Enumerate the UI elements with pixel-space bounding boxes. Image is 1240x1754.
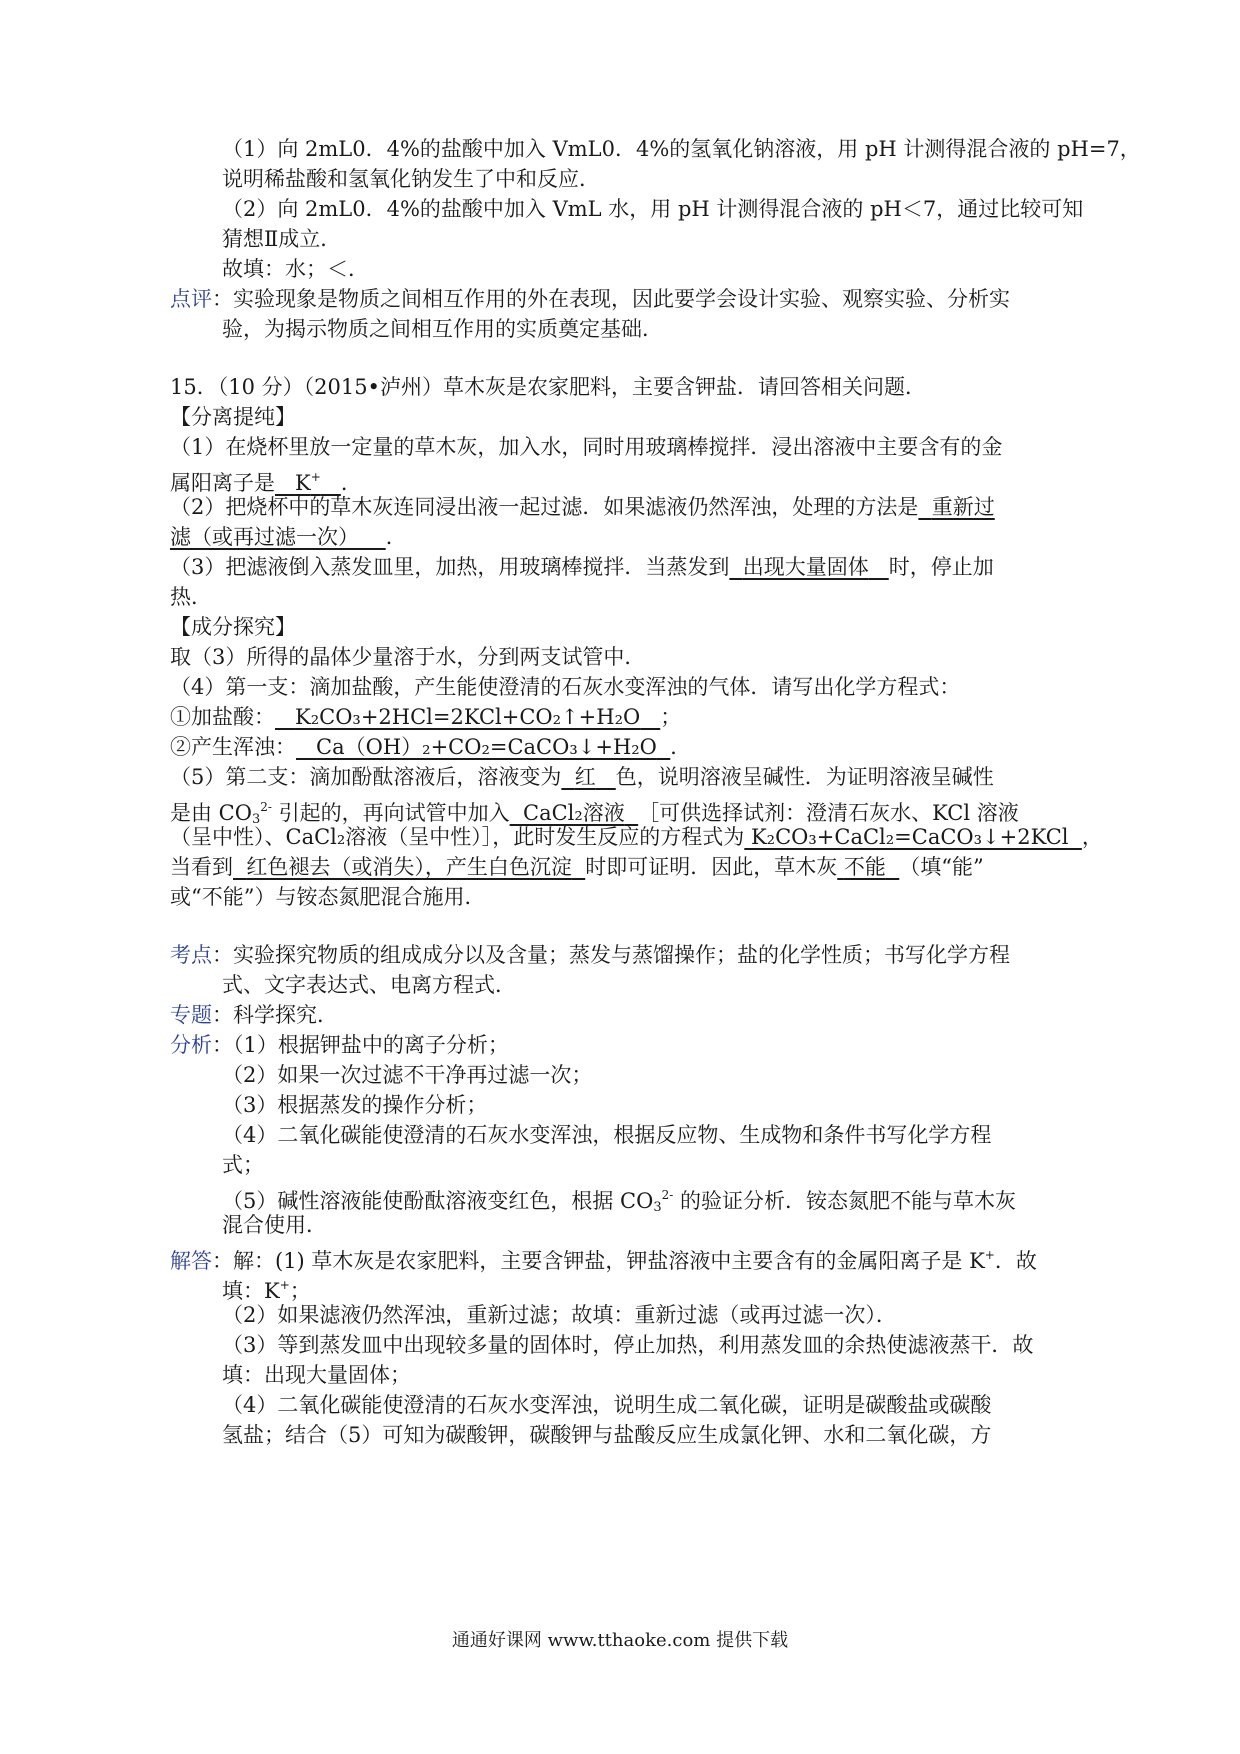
- jieda-line-6: （4）二氧化碳能使澄清的石灰水变浑浊，说明生成二氧化碳，证明是碳酸盐或碳酸: [222, 1393, 992, 1417]
- fenxi-line-1: 分析：（1）根据钾盐中的离子分析；: [170, 1033, 509, 1057]
- q-part1-line-b: 属阳离子是 K+ ．: [170, 470, 362, 495]
- fenxi-line-3: （3）根据蒸发的操作分析；: [222, 1093, 488, 1117]
- section-separation: 【分离提纯】: [170, 405, 296, 429]
- answer-blank: Ca（OH）₂+CO₂=CaCO₃↓+H₂O: [316, 735, 657, 759]
- question-header: 15．（10 分）（2015•泸州）草木灰是农家肥料，主要含钾盐．请回答相关问题．: [170, 375, 926, 399]
- answer-blank: 不能: [843, 855, 886, 879]
- answer-blank: K₂CO₃+2HCl=2KCl+CO₂↑+H₂O: [295, 705, 641, 729]
- q-part5-line-d: 当看到 红色褪去（或消失），产生白色沉淀 时即可证明．因此，草木灰 不能 （填“能”: [170, 855, 984, 879]
- kaodian-line-2: 式、文字表达式、电离方程式．: [222, 973, 516, 997]
- fenxi-label: 分析: [170, 1033, 212, 1057]
- q-part4-line: （4）第一支：滴加盐酸，产生能使澄清的石灰水变浑浊的气体．请写出化学方程式：: [170, 675, 961, 699]
- fenxi-line-5: 式；: [222, 1153, 264, 1177]
- zhuanti-line: 专题：科学探究．: [170, 1003, 338, 1027]
- answer-blank: 滤（或再过滤一次）: [170, 525, 359, 549]
- q-part5-line-a: （5）第二支：滴加酚酞溶液后，溶液变为 红 色，说明溶液呈碱性．为证明溶液呈碱性: [170, 765, 994, 789]
- comment-line-1: 点评：实验现象是物质之间相互作用的外在表现，因此要学会设计实验、观察实验、分析实: [170, 287, 1010, 311]
- fenxi-line-7: 混合使用．: [222, 1213, 327, 1237]
- answer-blank: 重新过: [931, 495, 995, 519]
- jieda-line-7: 氢盐；结合（5）可知为碳酸钾，碳酸钾与盐酸反应生成氯化钾、水和二氧化碳，方: [222, 1423, 992, 1447]
- answer-blank: 出现大量固体: [742, 555, 869, 579]
- q-part2-line-b: 滤（或再过滤一次） ．: [170, 525, 407, 549]
- q-part5-line-c: （呈中性）、CaCl₂溶液（呈中性）］，此时发生反应的方程式为 K₂CO₃+CaCl₂=CaCO₃↓+2KCl ，: [170, 825, 1103, 849]
- answer-blank: K+: [295, 470, 321, 495]
- comment-line-2: 验，为揭示物质之间相互作用的实质奠定基础．: [222, 317, 663, 341]
- jieda-line-3: （2）如果滤液仍然浑浊，重新过滤；故填：重新过滤（或再过滤一次）．: [222, 1303, 897, 1327]
- prev-line-2: 说明稀盐酸和氢氧化钠发生了中和反应．: [222, 167, 600, 191]
- answer-blank: 红: [574, 765, 596, 789]
- q-equation-2: ②产生浑浊： Ca（OH）₂+CO₂=CaCO₃↓+H₂O ．: [170, 735, 692, 759]
- jieda-line-2: 填：K+；: [222, 1278, 311, 1303]
- kaodian-line-1: 考点：实验探究物质的组成成分以及含量；蒸发与蒸馏操作；盐的化学性质；书写化学方程: [170, 943, 1010, 967]
- jieda-line-1: 解答：解：(1) 草木灰是农家肥料，主要含钾盐，钾盐溶液中主要含有的金属阳离子是 K+．故: [170, 1248, 1037, 1273]
- fenxi-line-4: （4）二氧化碳能使澄清的石灰水变浑浊，根据反应物、生成物和条件书写化学方程: [222, 1123, 992, 1147]
- comment-label: 点评: [170, 287, 212, 311]
- answer-blank: K₂CO₃+CaCl₂=CaCO₃↓+2KCl: [750, 825, 1069, 849]
- q-part1-line-a: （1）在烧杯里放一定量的草木灰，加入水，同时用玻璃棒搅拌．浸出溶液中主要含有的金: [170, 435, 1003, 459]
- fenxi-line-6: （5）碱性溶液能使酚酞溶液变红色，根据 $CO_3^{2-}$ 的验证分析．铵态氮肥不能与草木灰: [222, 1188, 1016, 1215]
- q-part5-line-e: 或“不能”）与铵态氮肥混合施用．: [170, 885, 486, 909]
- prev-line-1: （1）向 2mL0．4%的盐酸中加入 VmL0．4%的氢氧化钠溶液，用 pH 计测得混合液的 pH=7，: [222, 137, 1141, 161]
- answer-blank: 红色褪去（或消失），产生白色沉淀: [246, 855, 572, 879]
- fenxi-line-2: （2）如果一次过滤不干净再过滤一次；: [222, 1063, 593, 1087]
- zhuanti-label: 专题: [170, 1003, 212, 1027]
- q-part3-line-b: 热．: [170, 585, 212, 609]
- prev-line-5: 故填：水；＜．: [222, 257, 369, 281]
- q-part3-line-a: （3）把滤液倒入蒸发皿里，加热，用玻璃棒搅拌．当蒸发到 出现大量固体 时，停止加: [170, 555, 994, 579]
- kaodian-label: 考点: [170, 943, 212, 967]
- q-part5-line-b: 是由 $CO_3^{2-}$ 引起的，再向试管中加入 CaCl₂溶液 ［可供选择试剂：澄清石灰水、KCl 溶液: [170, 800, 1019, 827]
- prev-line-4: 猜想Ⅱ成立．: [222, 227, 342, 251]
- jieda-line-5: 填：出现大量固体；: [222, 1363, 411, 1387]
- prev-line-3: （2）向 2mL0．4%的盐酸中加入 VmL 水，用 pH 计测得混合液的 pH＜7，通过比较可知: [222, 197, 1084, 221]
- jieda-line-4: （3）等到蒸发皿中出现较多量的固体时，停止加热，利用蒸发皿的余热使滤液蒸干．故: [222, 1333, 1034, 1357]
- q-equation-1: ①加盐酸： K₂CO₃+2HCl=2KCl+CO₂↑+H₂O ；: [170, 705, 682, 729]
- page-footer: 通通好课网 www.tthaoke.com 提供下载: [451, 1630, 789, 1651]
- q-part2-line-a: （2）把烧杯中的草木灰连同浸出液一起过滤．如果滤液仍然浑浊，处理的方法是 重新过: [170, 495, 995, 519]
- section-composition: 【成分探究】: [170, 615, 296, 639]
- q-take-line: 取（3）所得的晶体少量溶于水，分到两支试管中．: [170, 645, 646, 669]
- answer-blank: CaCl₂溶液: [523, 801, 625, 825]
- jieda-label: 解答: [170, 1249, 212, 1273]
